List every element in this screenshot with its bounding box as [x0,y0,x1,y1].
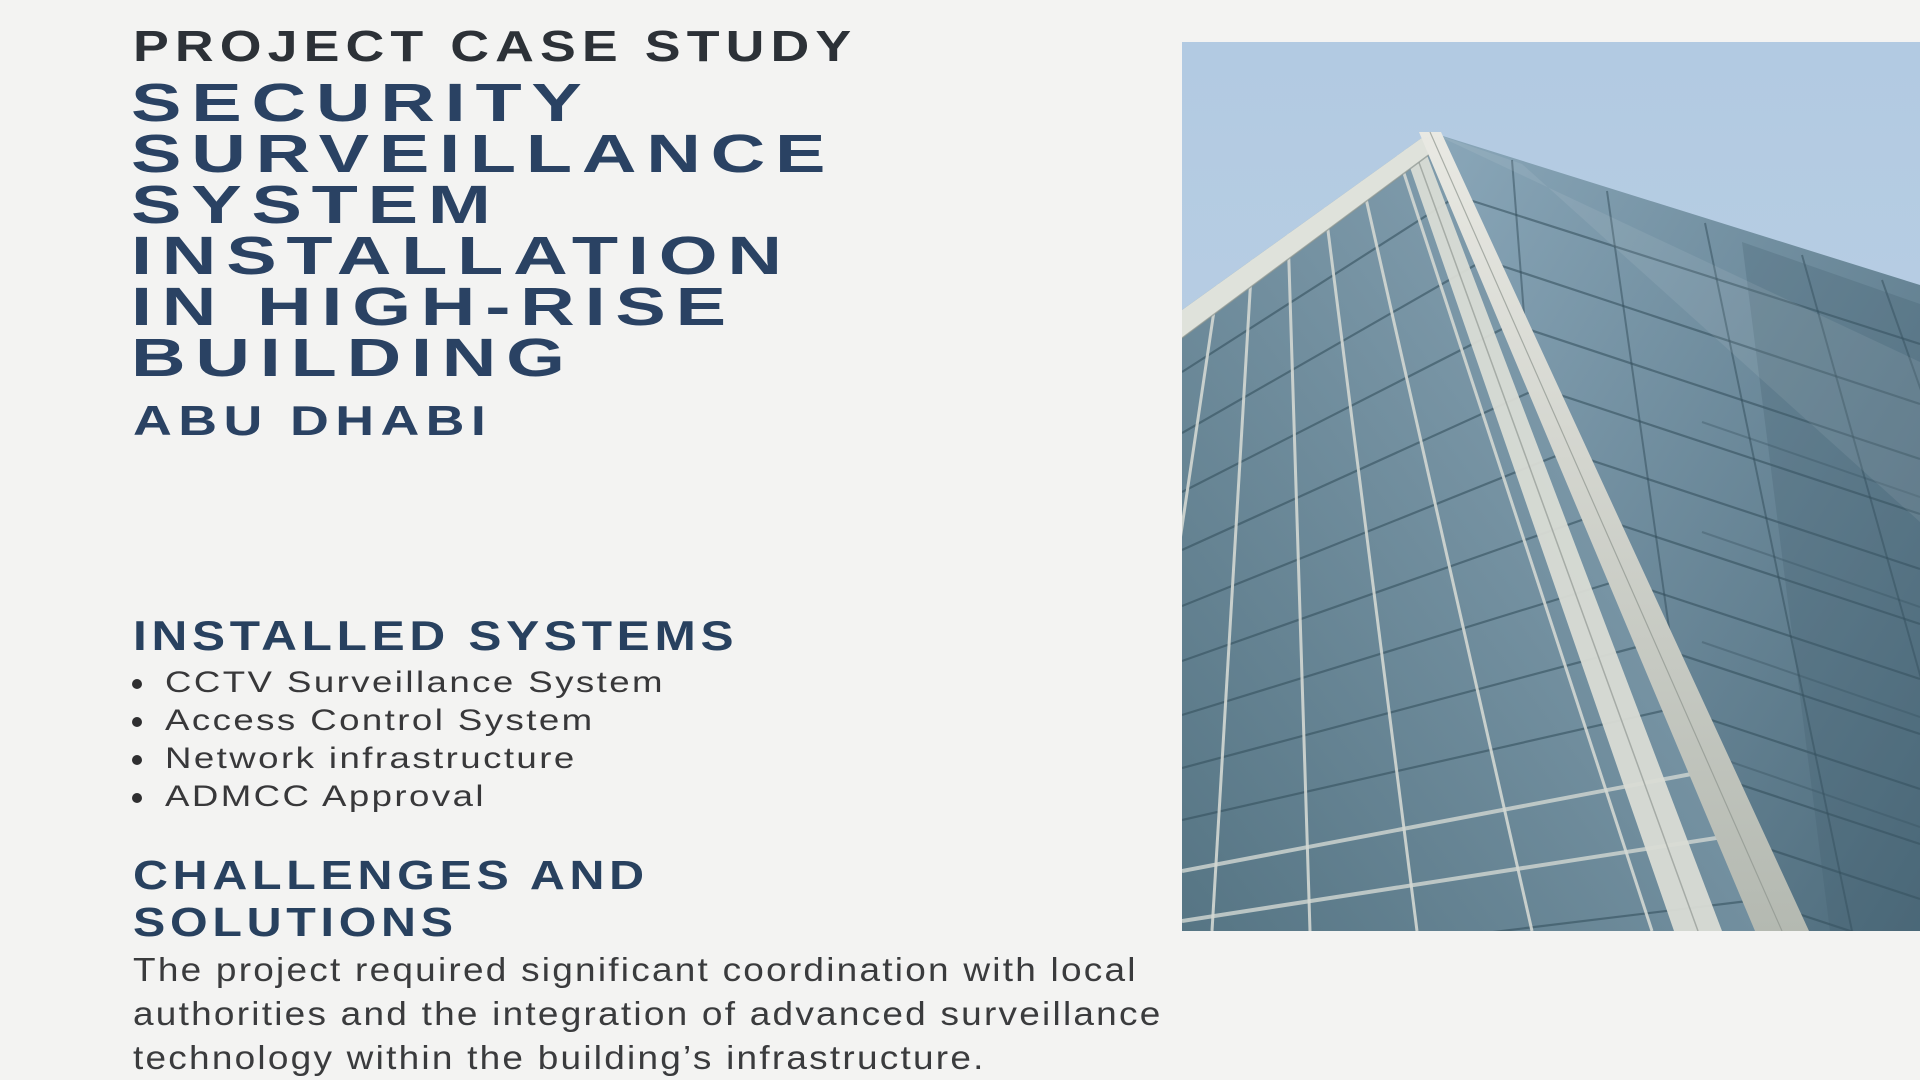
title-line-4: INSTALLATION [131,226,792,286]
title-line-5: IN HIGH-RISE [131,277,736,337]
list-item-text: CCTV Surveillance System [165,666,665,699]
challenges-body [133,948,1163,1080]
installed-systems-heading-text: INSTALLED SYSTEMS [133,612,739,659]
title-line-2: SURVEILLANCE [131,124,836,184]
title-line-1: SECURITY [131,73,592,133]
list-item [123,664,665,702]
list-item [123,702,595,740]
body-line-2: authorities and the integration of advanced surveillance [133,995,1163,1032]
eyebrow-text: PROJECT CASE STUDY [133,22,858,71]
location-label [133,397,493,445]
list-item [123,778,575,816]
location-text: ABU DHABI [133,397,493,444]
challenges-heading-line-2: SOLUTIONS [133,899,458,945]
challenges-heading [133,852,649,946]
body-line-1: The project required significant coordination with local [133,951,1138,988]
list-item [123,740,575,778]
list-item-text: ADMCC Approval [165,780,486,813]
challenges-heading-line-1: CHALLENGES AND [133,852,649,898]
page-title [131,73,836,388]
body-line-3: technology within the building’s infrastructure. [133,1039,986,1076]
eyebrow-label [133,22,858,72]
title-line-6: BUILDING [131,328,575,388]
building-photo [1182,42,1920,931]
title-line-3: SYSTEM [131,175,501,235]
installed-systems-heading [133,612,739,659]
building-photo-svg [1182,42,1920,931]
list-item-text: Access Control System [165,704,595,737]
installed-systems-list [123,664,665,816]
list-item-text: Network infrastructure [165,742,577,775]
